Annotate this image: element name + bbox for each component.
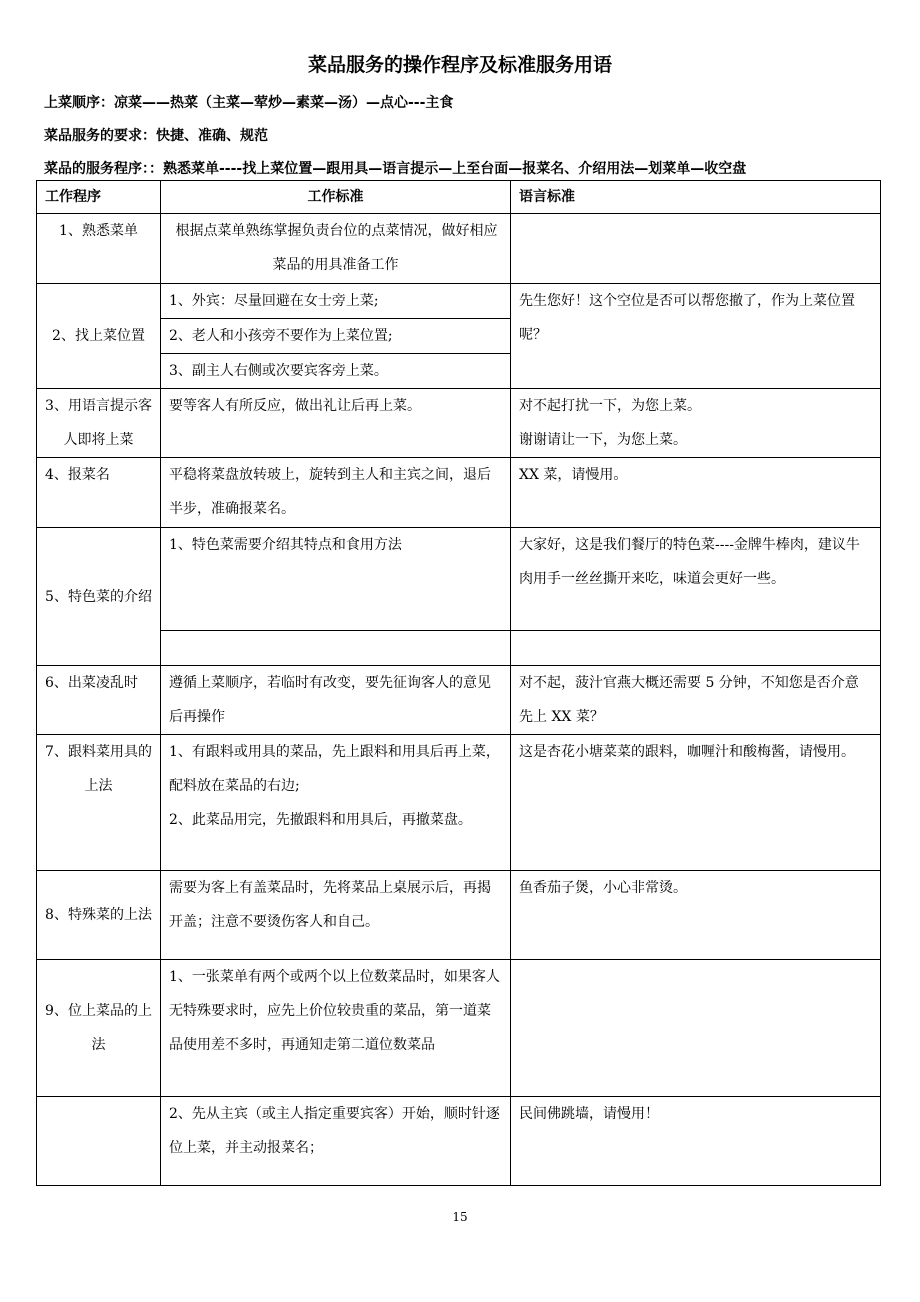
table-row bbox=[37, 871, 881, 960]
standard-cell bbox=[161, 735, 511, 871]
standard-cell: 1、一张菜单有两个或两个以上位数菜品时，如果客人无特殊要求时，应先上价位较贵重的菜品，第一道菜品使用差不多时，再通知走第二道位数菜品 bbox=[161, 960, 511, 1097]
language-cell bbox=[511, 389, 881, 458]
procedure-table bbox=[36, 180, 881, 1186]
standard-cell: 平稳将菜盘放转玻上，旋转到主人和主宾之间，退后半步，准确报菜名。 bbox=[161, 458, 511, 528]
standard-subline: 3、副主人右侧或次要宾客旁上菜。 bbox=[169, 363, 388, 379]
language-line: 谢谢请让一下，为您上菜。 bbox=[519, 432, 687, 448]
step-cell: 2、找上菜位置 bbox=[37, 284, 161, 389]
step-cell: 7、跟料菜用具的上法 bbox=[37, 735, 161, 871]
step-cell: 3、用语言提示客人即将上菜 bbox=[37, 389, 161, 458]
standard-cell: 根据点菜单熟练掌握负责台位的点菜情况，做好相应菜品的用具准备工作 bbox=[161, 214, 511, 284]
step-cell: 8、特殊菜的上法 bbox=[37, 871, 161, 960]
page-title: 菜品服务的操作程序及标准服务用语 bbox=[307, 54, 612, 76]
language-cell: 这是杏花小塘菜菜的跟料，咖喱汁和酸梅酱，请慢用。 bbox=[511, 735, 881, 871]
standard-cell: 要等客人有所反应，做出礼让后再上菜。 bbox=[161, 389, 511, 458]
language-cell: 民间佛跳墙，请慢用！ bbox=[511, 1097, 881, 1186]
step-cell: 5、特色菜的介绍 bbox=[37, 528, 161, 666]
table-row bbox=[37, 389, 881, 458]
step-cell: 6、出菜凌乱时 bbox=[37, 666, 161, 735]
language-cell: XX 菜，请慢用。 bbox=[511, 458, 881, 528]
table-row bbox=[37, 458, 881, 528]
serving-order-line: 上菜顺序：凉菜——热菜（主菜—荤炒—素菜—汤）—点心---主食 bbox=[44, 95, 454, 111]
table-row bbox=[37, 666, 881, 735]
language-cell bbox=[511, 960, 881, 1097]
standard-subline: 1、特色菜需要介绍其特点和食用方法 bbox=[161, 528, 510, 631]
header-standard: 工作标准 bbox=[161, 181, 511, 214]
language-cell: 对不起，菠汁官燕大概还需要 5 分钟，不知您是否介意先上 XX 菜？ bbox=[511, 666, 881, 735]
standard-cell bbox=[161, 284, 511, 389]
standard-subline: 1、外宾：尽量回避在女士旁上菜; bbox=[161, 284, 510, 319]
language-cell bbox=[511, 214, 881, 284]
standard-cell: 2、先从主宾（或主人指定重要宾客）开始，顺时针逐位上菜，并主动报菜名； bbox=[161, 1097, 511, 1186]
service-procedure-line: 菜品的服务程序：：熟悉菜单----找上菜位置—跟用具—语言提示—上至台面—报菜名、介绍用法—划菜单—收空盘 bbox=[44, 161, 747, 177]
language-cell: 鱼香茄子煲，小心非常烫。 bbox=[511, 871, 881, 960]
standard-cell bbox=[161, 528, 511, 666]
standard-subline: 2、老人和小孩旁不要作为上菜位置; bbox=[161, 319, 510, 354]
table-row bbox=[37, 528, 881, 666]
step-cell bbox=[37, 1097, 161, 1186]
header-language: 语言标准 bbox=[511, 181, 881, 214]
header-step: 工作程序 bbox=[37, 181, 161, 214]
language-cell: 先生您好！这个空位是否可以帮您撤了，作为上菜位置呢？ bbox=[511, 284, 881, 389]
table-header-row bbox=[37, 181, 881, 214]
step-cell: 1、熟悉菜单 bbox=[37, 214, 161, 284]
step-cell: 9、位上菜品的上法 bbox=[37, 960, 161, 1097]
step-cell: 4、报菜名 bbox=[37, 458, 161, 528]
language-line: 大家好，这是我们餐厅的特色菜----金牌牛棒肉，建议牛肉用手一丝丝撕开来吃，味道会更好一些。 bbox=[511, 528, 880, 631]
language-cell bbox=[511, 528, 881, 666]
table-row bbox=[37, 735, 881, 871]
page-number: 15 bbox=[452, 1210, 468, 1224]
standard-cell: 遵循上菜顺序，若临时有改变，要先征询客人的意见后再操作 bbox=[161, 666, 511, 735]
table-row bbox=[37, 284, 881, 389]
standard-subline: 1、有跟料或用具的菜品，先上跟料和用具后再上菜，配料放在菜品的右边; bbox=[169, 744, 500, 794]
table-row bbox=[37, 214, 881, 284]
language-line: 对不起打扰一下，为您上菜。 bbox=[519, 398, 701, 414]
standard-subline: 2、此菜品用完，先撤跟料和用具后，再撤菜盘。 bbox=[169, 812, 472, 828]
table-row bbox=[37, 1097, 881, 1186]
table-row bbox=[37, 960, 881, 1097]
standard-cell: 需要为客上有盖菜品时，先将菜品上桌展示后，再揭开盖；注意不要烫伤客人和自己。 bbox=[161, 871, 511, 960]
service-requirements-line: 菜品服务的要求：快捷、准确、规范 bbox=[44, 128, 268, 144]
